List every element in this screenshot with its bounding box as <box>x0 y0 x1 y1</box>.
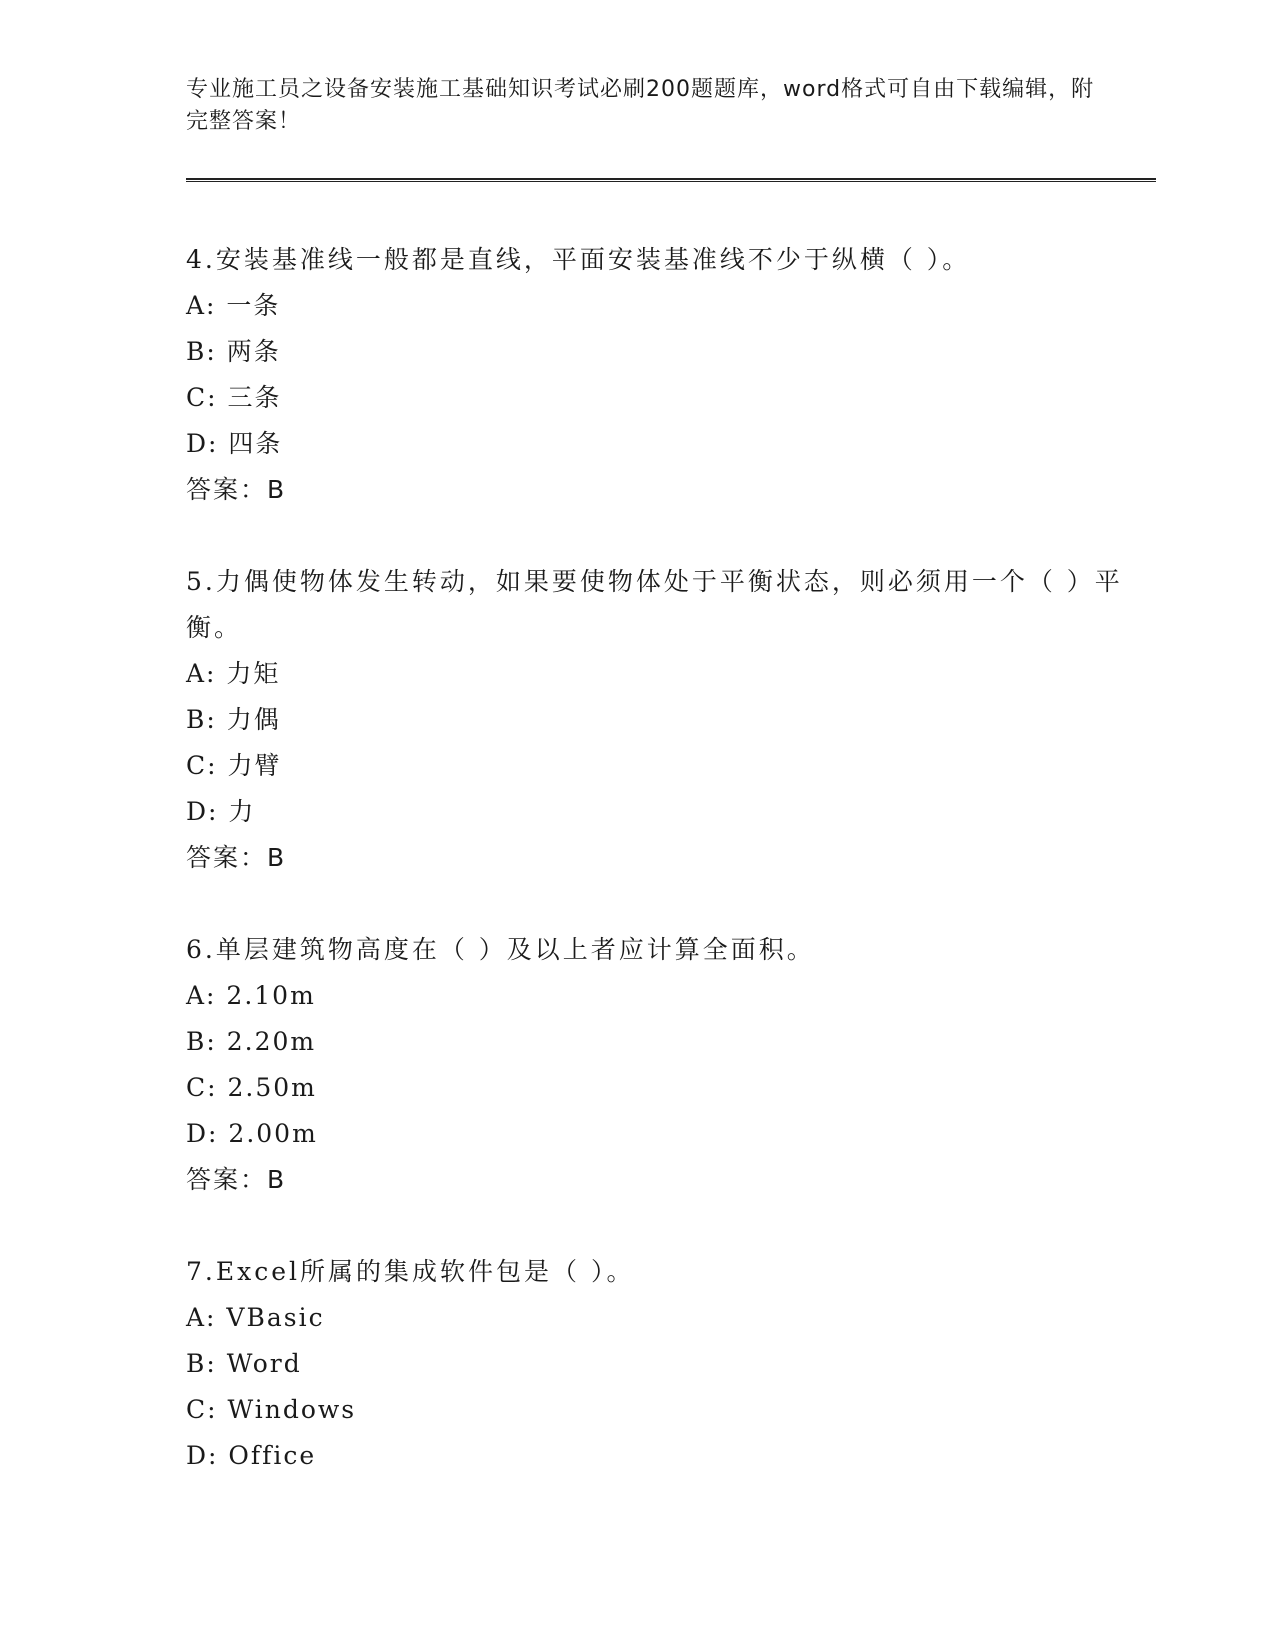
question-item-4 <box>186 237 1156 513</box>
question-item-7 <box>186 1249 1156 1479</box>
question-stem: 7.Excel所属的集成软件包是（ ）。 <box>186 1257 635 1286</box>
option-a: A: 2.10m <box>186 981 316 1010</box>
option-d: D: Office <box>186 1441 317 1470</box>
question-item-6 <box>186 927 1156 1203</box>
option-b: B: Word <box>186 1349 302 1378</box>
question-item-5 <box>186 559 1156 881</box>
option-d: D: 2.00m <box>186 1119 318 1148</box>
question-stem: 6.单层建筑物高度在（ ）及以上者应计算全面积。 <box>186 935 815 964</box>
option-c: C: 三条 <box>186 383 282 412</box>
answer-line: 答案：B <box>186 475 287 504</box>
document-header: 专业施工员之设备安装施工基础知识考试必刷200题题库，word格式可自由下载编辑，附完整答案！ <box>186 77 1095 134</box>
question-stem: 4.安装基准线一般都是直线，平面安装基准线不少于纵横（ ）。 <box>186 245 971 274</box>
option-b: B: 力偶 <box>186 705 281 734</box>
answer-line: 答案：B <box>186 1165 287 1194</box>
option-a: A: 力矩 <box>186 659 281 688</box>
option-a: A: 一条 <box>186 291 281 320</box>
header-divider <box>186 178 1156 182</box>
option-c: C: Windows <box>186 1395 357 1424</box>
option-b: B: 2.20m <box>186 1027 317 1056</box>
question-list <box>186 237 1156 1525</box>
option-b: B: 两条 <box>186 337 281 366</box>
option-d: D: 四条 <box>186 429 283 458</box>
option-c: C: 2.50m <box>186 1073 317 1102</box>
question-stem: 5.力偶使物体发生转动，如果要使物体处于平衡状态，则必须用一个（ ）平衡。 <box>186 567 1123 642</box>
answer-line: 答案：B <box>186 843 287 872</box>
option-a: A: VBasic <box>186 1303 325 1332</box>
option-c: C: 力臂 <box>186 751 282 780</box>
option-d: D: 力 <box>186 797 256 826</box>
